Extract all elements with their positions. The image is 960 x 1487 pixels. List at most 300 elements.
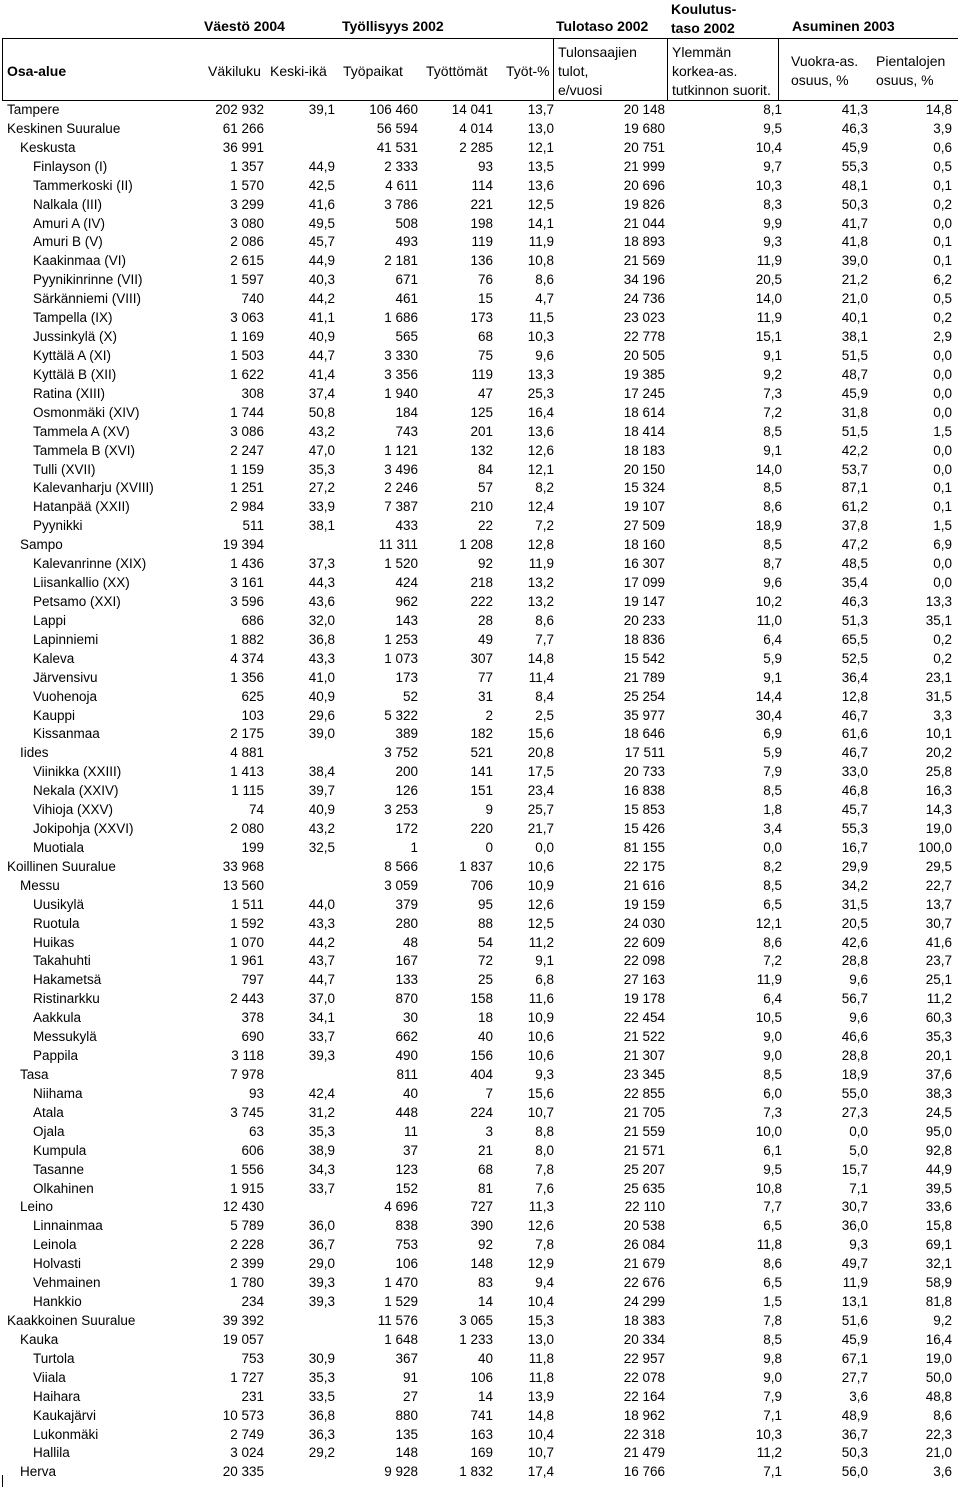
mean-age-cell: 41,0 — [308, 669, 335, 685]
unemployment-rate-cell: 8,4 — [535, 688, 554, 704]
population-cell: 2 247 — [230, 442, 264, 458]
population-cell: 19 394 — [222, 537, 264, 553]
education-cell: 7,3 — [763, 385, 782, 401]
education-cell: 8,2 — [763, 858, 782, 874]
population-cell: 2 086 — [230, 234, 264, 250]
population-cell: 1 511 — [231, 896, 264, 912]
area-name-cell: Kaakinmaa (VI) — [33, 253, 127, 269]
table-body — [0, 101, 960, 1482]
area-name-cell: Keskinen Suuralue — [7, 120, 121, 136]
population-cell: 1 592 — [230, 915, 264, 931]
education-cell: 8,5 — [763, 877, 782, 893]
mean-age-cell: 40,3 — [308, 272, 335, 288]
jobs-cell: 1 529 — [384, 1294, 418, 1310]
rental-share-cell: 46,6 — [841, 1029, 868, 1045]
unemployment-rate-cell: 9,6 — [535, 347, 554, 363]
detached-share-cell: 21,0 — [925, 1445, 952, 1461]
income-cell: 23 345 — [623, 1067, 665, 1083]
unemployment-rate-cell: 13,9 — [527, 1388, 554, 1404]
income-cell: 21 571 — [623, 1142, 665, 1158]
jobs-cell: 126 — [395, 783, 418, 799]
rental-share-cell: 49,7 — [841, 1256, 868, 1272]
detached-share-cell: 9,2 — [933, 1313, 952, 1328]
table-row — [0, 744, 960, 763]
area-name-cell: Tampella (IX) — [33, 310, 113, 326]
detached-share-cell: 0,1 — [933, 499, 952, 515]
table-row — [0, 536, 960, 555]
rental-share-cell: 9,3 — [849, 1237, 868, 1253]
rental-share-cell: 45,9 — [841, 139, 868, 155]
population-cell: 33 968 — [222, 858, 264, 874]
area-name-cell: Linnainmaa — [33, 1218, 103, 1234]
detached-share-cell: 22,7 — [925, 877, 952, 893]
population-cell: 3 080 — [230, 215, 264, 231]
unemployed-cell: 741 — [470, 1407, 493, 1423]
detached-share-cell: 58,9 — [925, 1275, 952, 1291]
detached-share-cell: 23,1 — [925, 669, 952, 685]
unemployed-cell: 25 — [477, 972, 493, 988]
rental-share-cell: 9,6 — [849, 1010, 868, 1026]
unemployment-rate-cell: 11,9 — [528, 556, 554, 572]
detached-share-cell: 0,1 — [933, 253, 952, 269]
detached-share-cell: 13,7 — [925, 896, 952, 912]
rental-share-cell: 45,7 — [841, 802, 868, 818]
detached-share-cell: 20,2 — [925, 745, 952, 761]
unemployed-cell: 93 — [477, 158, 493, 174]
income-cell: 18 893 — [623, 234, 665, 250]
income-cell: 21 999 — [623, 158, 665, 174]
education-cell: 8,5 — [763, 480, 782, 496]
table-row — [0, 309, 960, 328]
rental-share-cell: 51,6 — [841, 1313, 868, 1328]
jobs-cell: 11 311 — [378, 537, 418, 553]
table-row — [0, 1217, 960, 1236]
area-name-cell: Hankkio — [33, 1294, 82, 1310]
unemployed-cell: 1 832 — [459, 1464, 493, 1480]
detached-share-cell: 0,6 — [933, 139, 952, 155]
unemployment-rate-cell: 15,6 — [527, 726, 554, 742]
unemployed-cell: 83 — [477, 1275, 493, 1291]
header-divider-income — [553, 38, 554, 100]
population-cell: 625 — [241, 688, 264, 704]
education-cell: 9,7 — [763, 158, 782, 174]
unemployment-rate-cell: 12,5 — [527, 915, 554, 931]
area-name-cell: Niihama — [33, 1085, 83, 1101]
unemployment-rate-cell: 11,4 — [528, 669, 554, 685]
rental-share-cell: 55,0 — [841, 1085, 868, 1101]
income-cell: 22 318 — [623, 1426, 665, 1442]
population-cell: 3 086 — [230, 423, 264, 439]
income-cell: 21 522 — [623, 1029, 665, 1045]
income-cell: 18 160 — [623, 537, 665, 553]
rental-share-cell: 12,8 — [841, 688, 868, 704]
area-name-cell: Amuri A (IV) — [33, 215, 106, 231]
unemployment-rate-cell: 13,0 — [527, 1331, 554, 1347]
unemployment-rate-cell: 11,9 — [528, 234, 554, 250]
unemployment-rate-cell: 10,3 — [527, 329, 554, 345]
income-cell: 22 609 — [623, 934, 665, 950]
population-cell: 10 573 — [222, 1407, 264, 1423]
unemployment-rate-cell: 13,6 — [527, 423, 554, 439]
table-row — [0, 934, 960, 953]
unemployed-cell: 163 — [470, 1426, 493, 1442]
detached-share-cell: 50,0 — [925, 1369, 952, 1385]
unemployed-cell: 15 — [477, 291, 493, 307]
unemployed-cell: 49 — [477, 631, 493, 647]
unemployed-cell: 40 — [477, 1350, 493, 1366]
unemployed-cell: 2 285 — [459, 139, 493, 155]
detached-share-cell: 6,2 — [933, 272, 952, 288]
jobs-cell: 3 496 — [384, 461, 418, 477]
area-name-cell: Vihioja (XXV) — [33, 802, 114, 818]
mean-age-cell: 39,3 — [308, 1048, 335, 1064]
area-name-cell: Herva — [20, 1464, 57, 1480]
education-cell: 6,0 — [763, 1085, 782, 1101]
area-name-cell: Ristinarkku — [33, 991, 100, 1007]
unemployed-cell: 72 — [477, 953, 493, 969]
rental-share-cell: 34,2 — [841, 877, 868, 893]
detached-share-cell: 13,3 — [925, 593, 952, 609]
unemployed-cell: 1 208 — [459, 537, 493, 553]
rental-share-cell: 33,0 — [841, 764, 868, 780]
area-name-cell: Leino — [20, 1199, 54, 1215]
education-cell: 9,5 — [763, 1161, 782, 1177]
detached-share-cell: 0,2 — [933, 650, 952, 666]
detached-share-cell: 38,3 — [925, 1085, 952, 1101]
jobs-cell: 9 928 — [384, 1464, 418, 1480]
table-row — [0, 1142, 960, 1161]
unemployment-rate-cell: 10,6 — [527, 1029, 554, 1045]
detached-share-cell: 0,5 — [933, 158, 952, 174]
jobs-cell: 3 786 — [384, 196, 418, 212]
area-name-cell: Osmonmäki (XIV) — [33, 404, 140, 420]
income-cell: 19 385 — [623, 366, 665, 382]
detached-share-cell: 41,6 — [925, 934, 952, 950]
unemployment-rate-cell: 12,1 — [527, 461, 554, 477]
jobs-cell: 1 253 — [384, 631, 418, 647]
income-cell: 20 751 — [623, 139, 665, 155]
mean-age-cell: 39,0 — [308, 726, 335, 742]
table-row — [0, 1350, 960, 1369]
area-name-cell: Vuohenoja — [33, 688, 98, 704]
population-cell: 4 374 — [230, 650, 264, 666]
jobs-cell: 3 330 — [384, 347, 418, 363]
rental-share-cell: 41,3 — [841, 102, 868, 117]
population-cell: 3 161 — [230, 575, 264, 591]
rental-share-cell: 11,9 — [842, 1275, 868, 1291]
unemployment-rate-cell: 7,6 — [535, 1180, 554, 1196]
education-cell: 11,2 — [756, 1445, 782, 1461]
population-cell: 3 596 — [230, 593, 264, 609]
unemployment-rate-cell: 14,8 — [527, 650, 554, 666]
jobs-cell: 389 — [395, 726, 418, 742]
unemployed-cell: 0 — [485, 839, 493, 855]
jobs-cell: 56 594 — [376, 120, 418, 136]
unemployed-cell: 141 — [470, 764, 493, 780]
education-cell: 6,4 — [763, 631, 782, 647]
education-cell: 10,8 — [755, 1180, 782, 1196]
unemployment-rate-cell: 20,8 — [527, 745, 554, 761]
unemployed-cell: 3 — [485, 1123, 493, 1139]
mean-age-cell: 39,3 — [308, 1275, 335, 1291]
jobs-cell: 461 — [395, 291, 418, 307]
unemployed-cell: 201 — [470, 423, 493, 439]
area-name-cell: Tammela A (XV) — [33, 423, 130, 439]
jobs-cell: 448 — [395, 1104, 418, 1120]
unemployment-rate-cell: 10,8 — [527, 253, 554, 269]
unemployed-cell: 220 — [470, 821, 493, 837]
unemployed-cell: 151 — [470, 783, 493, 799]
detached-share-cell: 35,1 — [925, 612, 952, 628]
detached-share-cell: 0,0 — [933, 366, 952, 382]
population-cell: 2 749 — [230, 1426, 264, 1442]
rental-share-cell: 46,3 — [841, 120, 868, 136]
population-cell: 63 — [248, 1123, 264, 1139]
unemployment-rate-cell: 11,5 — [528, 310, 554, 326]
area-name-cell: Nekala (XXIV) — [33, 783, 119, 799]
jobs-cell: 3 059 — [384, 877, 418, 893]
unemployment-rate-cell: 8,6 — [535, 612, 554, 628]
detached-share-cell: 14,8 — [925, 102, 952, 117]
jobs-cell: 753 — [395, 1237, 418, 1253]
education-cell: 7,7 — [763, 1199, 782, 1215]
table-row — [0, 858, 960, 877]
table-row — [0, 1047, 960, 1066]
jobs-cell: 135 — [395, 1426, 418, 1442]
area-name-cell: Olkahinen — [33, 1180, 94, 1196]
jobs-cell: 11 — [403, 1123, 418, 1139]
jobs-cell: 811 — [396, 1067, 418, 1083]
mean-age-cell: 29,2 — [308, 1445, 335, 1461]
detached-share-cell: 14,3 — [925, 802, 952, 818]
unemployed-cell: 95 — [477, 896, 493, 912]
detached-share-cell: 22,3 — [925, 1426, 952, 1442]
population-cell: 1 115 — [231, 783, 264, 799]
area-name-cell: Kyttälä A (XI) — [33, 347, 112, 363]
mean-age-cell: 33,5 — [308, 1388, 335, 1404]
income-cell: 16 766 — [623, 1464, 665, 1480]
column-header-rental-share: Vuokra-as. osuus, % — [791, 53, 859, 88]
column-header-unemployment-rate: Työt-% — [506, 63, 550, 79]
unemployed-cell: 84 — [477, 461, 493, 477]
rental-share-cell: 7,1 — [849, 1180, 868, 1196]
table-row — [0, 347, 960, 366]
mean-age-cell: 36,7 — [308, 1237, 335, 1253]
detached-share-cell: 0,1 — [933, 177, 952, 193]
area-name-cell: Ruotula — [33, 915, 80, 931]
jobs-cell: 2 246 — [384, 480, 418, 496]
unemployed-cell: 156 — [470, 1048, 493, 1064]
table-row — [0, 896, 960, 915]
jobs-cell: 8 566 — [384, 858, 418, 874]
mean-age-cell: 39,1 — [308, 102, 335, 117]
education-cell: 8,6 — [763, 934, 782, 950]
area-name-cell: Vehmainen — [33, 1275, 101, 1291]
mean-age-cell: 42,4 — [308, 1085, 335, 1101]
income-cell: 21 705 — [623, 1104, 665, 1120]
unemployed-cell: 68 — [477, 329, 493, 345]
rental-share-cell: 18,9 — [841, 1067, 868, 1083]
education-cell: 6,9 — [763, 726, 782, 742]
population-cell: 511 — [242, 518, 264, 534]
unemployment-rate-cell: 12,6 — [527, 1218, 554, 1234]
mean-age-cell: 50,8 — [308, 404, 335, 420]
population-cell: 1 251 — [230, 480, 264, 496]
population-cell: 1 780 — [230, 1275, 264, 1291]
header-divider-housing — [778, 38, 779, 100]
income-cell: 17 245 — [623, 385, 665, 401]
population-cell: 2 399 — [230, 1256, 264, 1272]
income-cell: 18 962 — [623, 1407, 665, 1423]
detached-share-cell: 25,1 — [925, 972, 952, 988]
population-cell: 1 436 — [230, 556, 264, 572]
mean-age-cell: 32,0 — [308, 612, 335, 628]
unemployment-rate-cell: 10,9 — [527, 1010, 554, 1026]
population-cell: 199 — [241, 839, 264, 855]
education-cell: 9,0 — [763, 1048, 782, 1064]
education-cell: 1,8 — [763, 802, 782, 818]
detached-share-cell: 32,1 — [925, 1256, 952, 1272]
mean-age-cell: 43,2 — [308, 423, 335, 439]
education-cell: 9,3 — [763, 234, 782, 250]
detached-share-cell: 30,7 — [925, 915, 952, 931]
income-cell: 22 855 — [623, 1085, 665, 1101]
mean-age-cell: 39,7 — [308, 783, 335, 799]
table-row — [0, 990, 960, 1009]
income-cell: 19 680 — [623, 120, 665, 136]
detached-share-cell: 20,1 — [925, 1048, 952, 1064]
income-cell: 17 511 — [624, 745, 665, 761]
unemployed-cell: 75 — [477, 347, 493, 363]
unemployed-cell: 54 — [477, 934, 493, 950]
income-cell: 27 509 — [623, 518, 665, 534]
rental-share-cell: 67,1 — [841, 1350, 868, 1366]
detached-share-cell: 0,2 — [933, 196, 952, 212]
population-cell: 1 556 — [230, 1161, 264, 1177]
mean-age-cell: 35,3 — [308, 1369, 335, 1385]
education-cell: 11,0 — [756, 612, 782, 628]
unemployed-cell: 125 — [470, 404, 493, 420]
unemployed-cell: 68 — [477, 1161, 493, 1177]
income-cell: 19 107 — [623, 499, 665, 515]
area-name-cell: Pyynikinrinne (VII) — [33, 272, 143, 288]
mean-age-cell: 44,3 — [308, 575, 335, 591]
unemployment-rate-cell: 25,3 — [527, 385, 554, 401]
rental-share-cell: 48,9 — [841, 1407, 868, 1423]
population-cell: 61 266 — [222, 120, 264, 136]
education-cell: 12,1 — [755, 915, 782, 931]
area-name-cell: Nalkala (III) — [33, 196, 103, 212]
mean-age-cell: 31,2 — [308, 1104, 335, 1120]
rental-share-cell: 31,5 — [841, 896, 868, 912]
population-cell: 1 744 — [230, 404, 264, 420]
detached-share-cell: 10,1 — [925, 726, 952, 742]
jobs-cell: 1 648 — [384, 1331, 418, 1347]
table-row — [0, 1161, 960, 1180]
unemployed-cell: 727 — [470, 1199, 493, 1215]
rental-share-cell: 42,2 — [841, 442, 868, 458]
income-cell: 35 977 — [623, 707, 665, 723]
education-cell: 10,5 — [755, 1010, 782, 1026]
mean-age-cell: 33,7 — [308, 1180, 335, 1196]
rental-share-cell: 51,3 — [841, 612, 868, 628]
table-row — [0, 139, 960, 158]
education-cell: 6,1 — [763, 1142, 782, 1158]
detached-share-cell: 0,0 — [933, 347, 952, 363]
income-cell: 18 183 — [623, 442, 665, 458]
column-header-mean-age: Keski-ikä — [270, 63, 327, 79]
jobs-cell: 743 — [395, 423, 418, 439]
table-row — [0, 820, 960, 839]
column-header-unemployed: Työttömät — [426, 63, 488, 79]
mean-age-cell: 49,5 — [308, 215, 335, 231]
area-name-cell: Iides — [20, 745, 49, 761]
unemployed-cell: 521 — [470, 745, 493, 761]
area-name-cell: Pappila — [33, 1048, 79, 1064]
unemployed-cell: 404 — [470, 1067, 493, 1083]
detached-share-cell: 44,9 — [925, 1161, 952, 1177]
income-cell: 26 084 — [623, 1237, 665, 1253]
detached-share-cell: 0,2 — [933, 310, 952, 326]
detached-share-cell: 23,7 — [925, 953, 952, 969]
jobs-cell: 167 — [395, 953, 418, 969]
unemployed-cell: 218 — [470, 575, 493, 591]
table-row — [0, 1123, 960, 1142]
unemployment-rate-cell: 7,8 — [535, 1161, 554, 1177]
mean-age-cell: 37,3 — [308, 556, 335, 572]
unemployed-cell: 57 — [477, 480, 493, 496]
unemployment-rate-cell: 0,0 — [535, 839, 554, 855]
population-cell: 3 745 — [230, 1104, 264, 1120]
table-row — [0, 612, 960, 631]
unemployment-rate-cell: 11,8 — [528, 1350, 554, 1366]
unemployment-rate-cell: 13,6 — [527, 177, 554, 193]
mean-age-cell: 44,2 — [308, 934, 335, 950]
table-row — [0, 915, 960, 934]
education-cell: 7,8 — [763, 1313, 782, 1328]
table-row — [0, 725, 960, 744]
rental-share-cell: 61,2 — [841, 499, 868, 515]
education-cell: 7,2 — [763, 953, 782, 969]
income-cell: 21 569 — [623, 253, 665, 269]
unemployed-cell: 47 — [477, 385, 493, 401]
income-cell: 15 853 — [623, 802, 665, 818]
area-name-cell: Tulli (XVII) — [33, 461, 96, 477]
income-cell: 19 147 — [623, 593, 665, 609]
education-cell: 7,1 — [763, 1407, 782, 1423]
education-cell: 6,5 — [763, 896, 782, 912]
table-row — [0, 1274, 960, 1293]
population-cell: 1 070 — [230, 934, 264, 950]
area-name-cell: Turtola — [33, 1350, 75, 1366]
mean-age-cell: 43,2 — [308, 821, 335, 837]
jobs-cell: 123 — [395, 1161, 418, 1177]
unemployed-cell: 221 — [470, 196, 493, 212]
table-row — [0, 1407, 960, 1426]
income-cell: 23 023 — [623, 310, 665, 326]
education-cell: 8,7 — [763, 556, 782, 572]
income-cell: 18 836 — [623, 631, 665, 647]
rental-share-cell: 36,4 — [841, 669, 868, 685]
jobs-cell: 52 — [402, 688, 418, 704]
unemployment-rate-cell: 13,5 — [527, 158, 554, 174]
jobs-cell: 1 121 — [384, 442, 418, 458]
unemployment-rate-cell: 12,6 — [527, 896, 554, 912]
rental-share-cell: 37,8 — [841, 518, 868, 534]
unemployed-cell: 28 — [477, 612, 493, 628]
group-header-housing: Asuminen 2003 — [792, 18, 895, 34]
income-cell: 18 414 — [623, 423, 665, 439]
